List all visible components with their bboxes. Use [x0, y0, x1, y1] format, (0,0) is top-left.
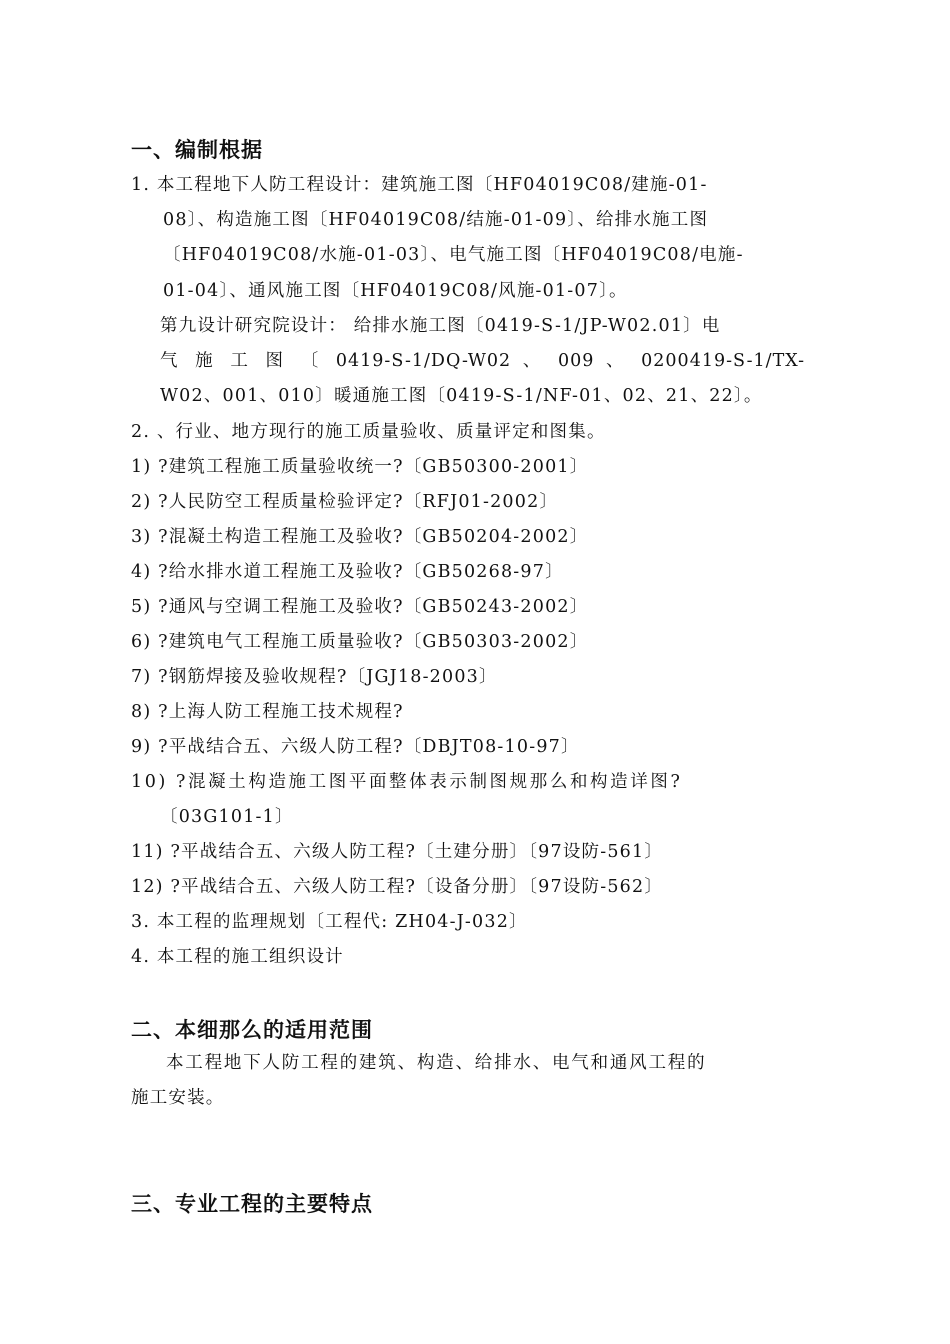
item-4: 4. 本工程的施工组织设计: [131, 947, 344, 967]
item-1-line-2: 08〕、构造施工图〔HF04019C08/结施-01-09〕、给排水施工图: [163, 210, 709, 230]
item-1-line-5: 第九设计研究院设计： 给排水施工图〔0419-S-1/JP-W02.01〕电: [160, 316, 721, 336]
item-1-line-3: 〔HF04019C08/水施-01-03〕、电气施工图〔HF04019C08/电施-: [163, 245, 744, 265]
section-2-paragraph-line-1: 本工程地下人防工程的建筑、构造、给排水、电气和通风工程的: [166, 1053, 707, 1073]
standard-8: 8) ?上海人防工程施工技术规程?: [131, 702, 404, 722]
standard-9: 9) ?平战结合五、六级人防工程?〔DBJT08-10-97〕: [131, 737, 580, 757]
section-2-paragraph-line-2: 施工安装。: [131, 1088, 225, 1108]
item-1-line-7: W02、001、010〕暖通施工图〔0419-S-1/NF-01、02、21、22〕。: [160, 386, 763, 406]
standard-5: 5) ?通风与空调工程施工及验收?〔GB50243-2002〕: [131, 597, 589, 617]
standard-10-continued: 〔03G101-1〕: [160, 807, 294, 827]
standard-12: 12) ?平战结合五、六级人防工程?〔设备分册〕〔97设防-562〕: [131, 877, 664, 897]
item-3: 3. 本工程的监理规划〔工程代: ZH04-J-032〕: [131, 912, 528, 932]
item-1-line-4: 01-04〕、通风施工图〔HF04019C08/风施-01-07〕。: [163, 281, 628, 301]
standard-11: 11) ?平战结合五、六级人防工程?〔土建分册〕〔97设防-561〕: [131, 842, 664, 862]
section-3-heading: 三、专业工程的主要特点: [131, 1192, 373, 1216]
item-1-line-6: 气 施 工 图 〔 0419-S-1/DQ-W02 、 009 、 0200419-S-1/TX-: [160, 351, 805, 371]
standard-6: 6) ?建筑电气工程施工质量验收?〔GB50303-2002〕: [131, 632, 589, 652]
standard-4: 4) ?给水排水道工程施工及验收?〔GB50268-97〕: [131, 562, 564, 582]
standard-7: 7) ?钢筋焊接及验收规程?〔JGJ18-2003〕: [131, 667, 498, 687]
standard-10: 10) ?混凝土构造施工图平面整体表示制图规那么和构造详图?: [131, 772, 683, 792]
standard-3: 3) ?混凝土构造工程施工及验收?〔GB50204-2002〕: [131, 527, 589, 547]
section-2-heading: 二、本细那么的适用范围: [131, 1018, 373, 1042]
standard-1: 1) ?建筑工程施工质量验收统一?〔GB50300-2001〕: [131, 457, 589, 477]
section-1-heading: 一、编制根据: [131, 138, 263, 162]
standard-2: 2) ?人民防空工程质量检验评定?〔RFJ01-2002〕: [131, 492, 559, 512]
item-2: 2. 、行业、地方现行的施工质量验收、质量评定和图集。: [131, 422, 606, 442]
item-1-line-1: 1. 本工程地下人防工程设计：建筑施工图〔HF04019C08/建施-01-: [131, 175, 708, 195]
